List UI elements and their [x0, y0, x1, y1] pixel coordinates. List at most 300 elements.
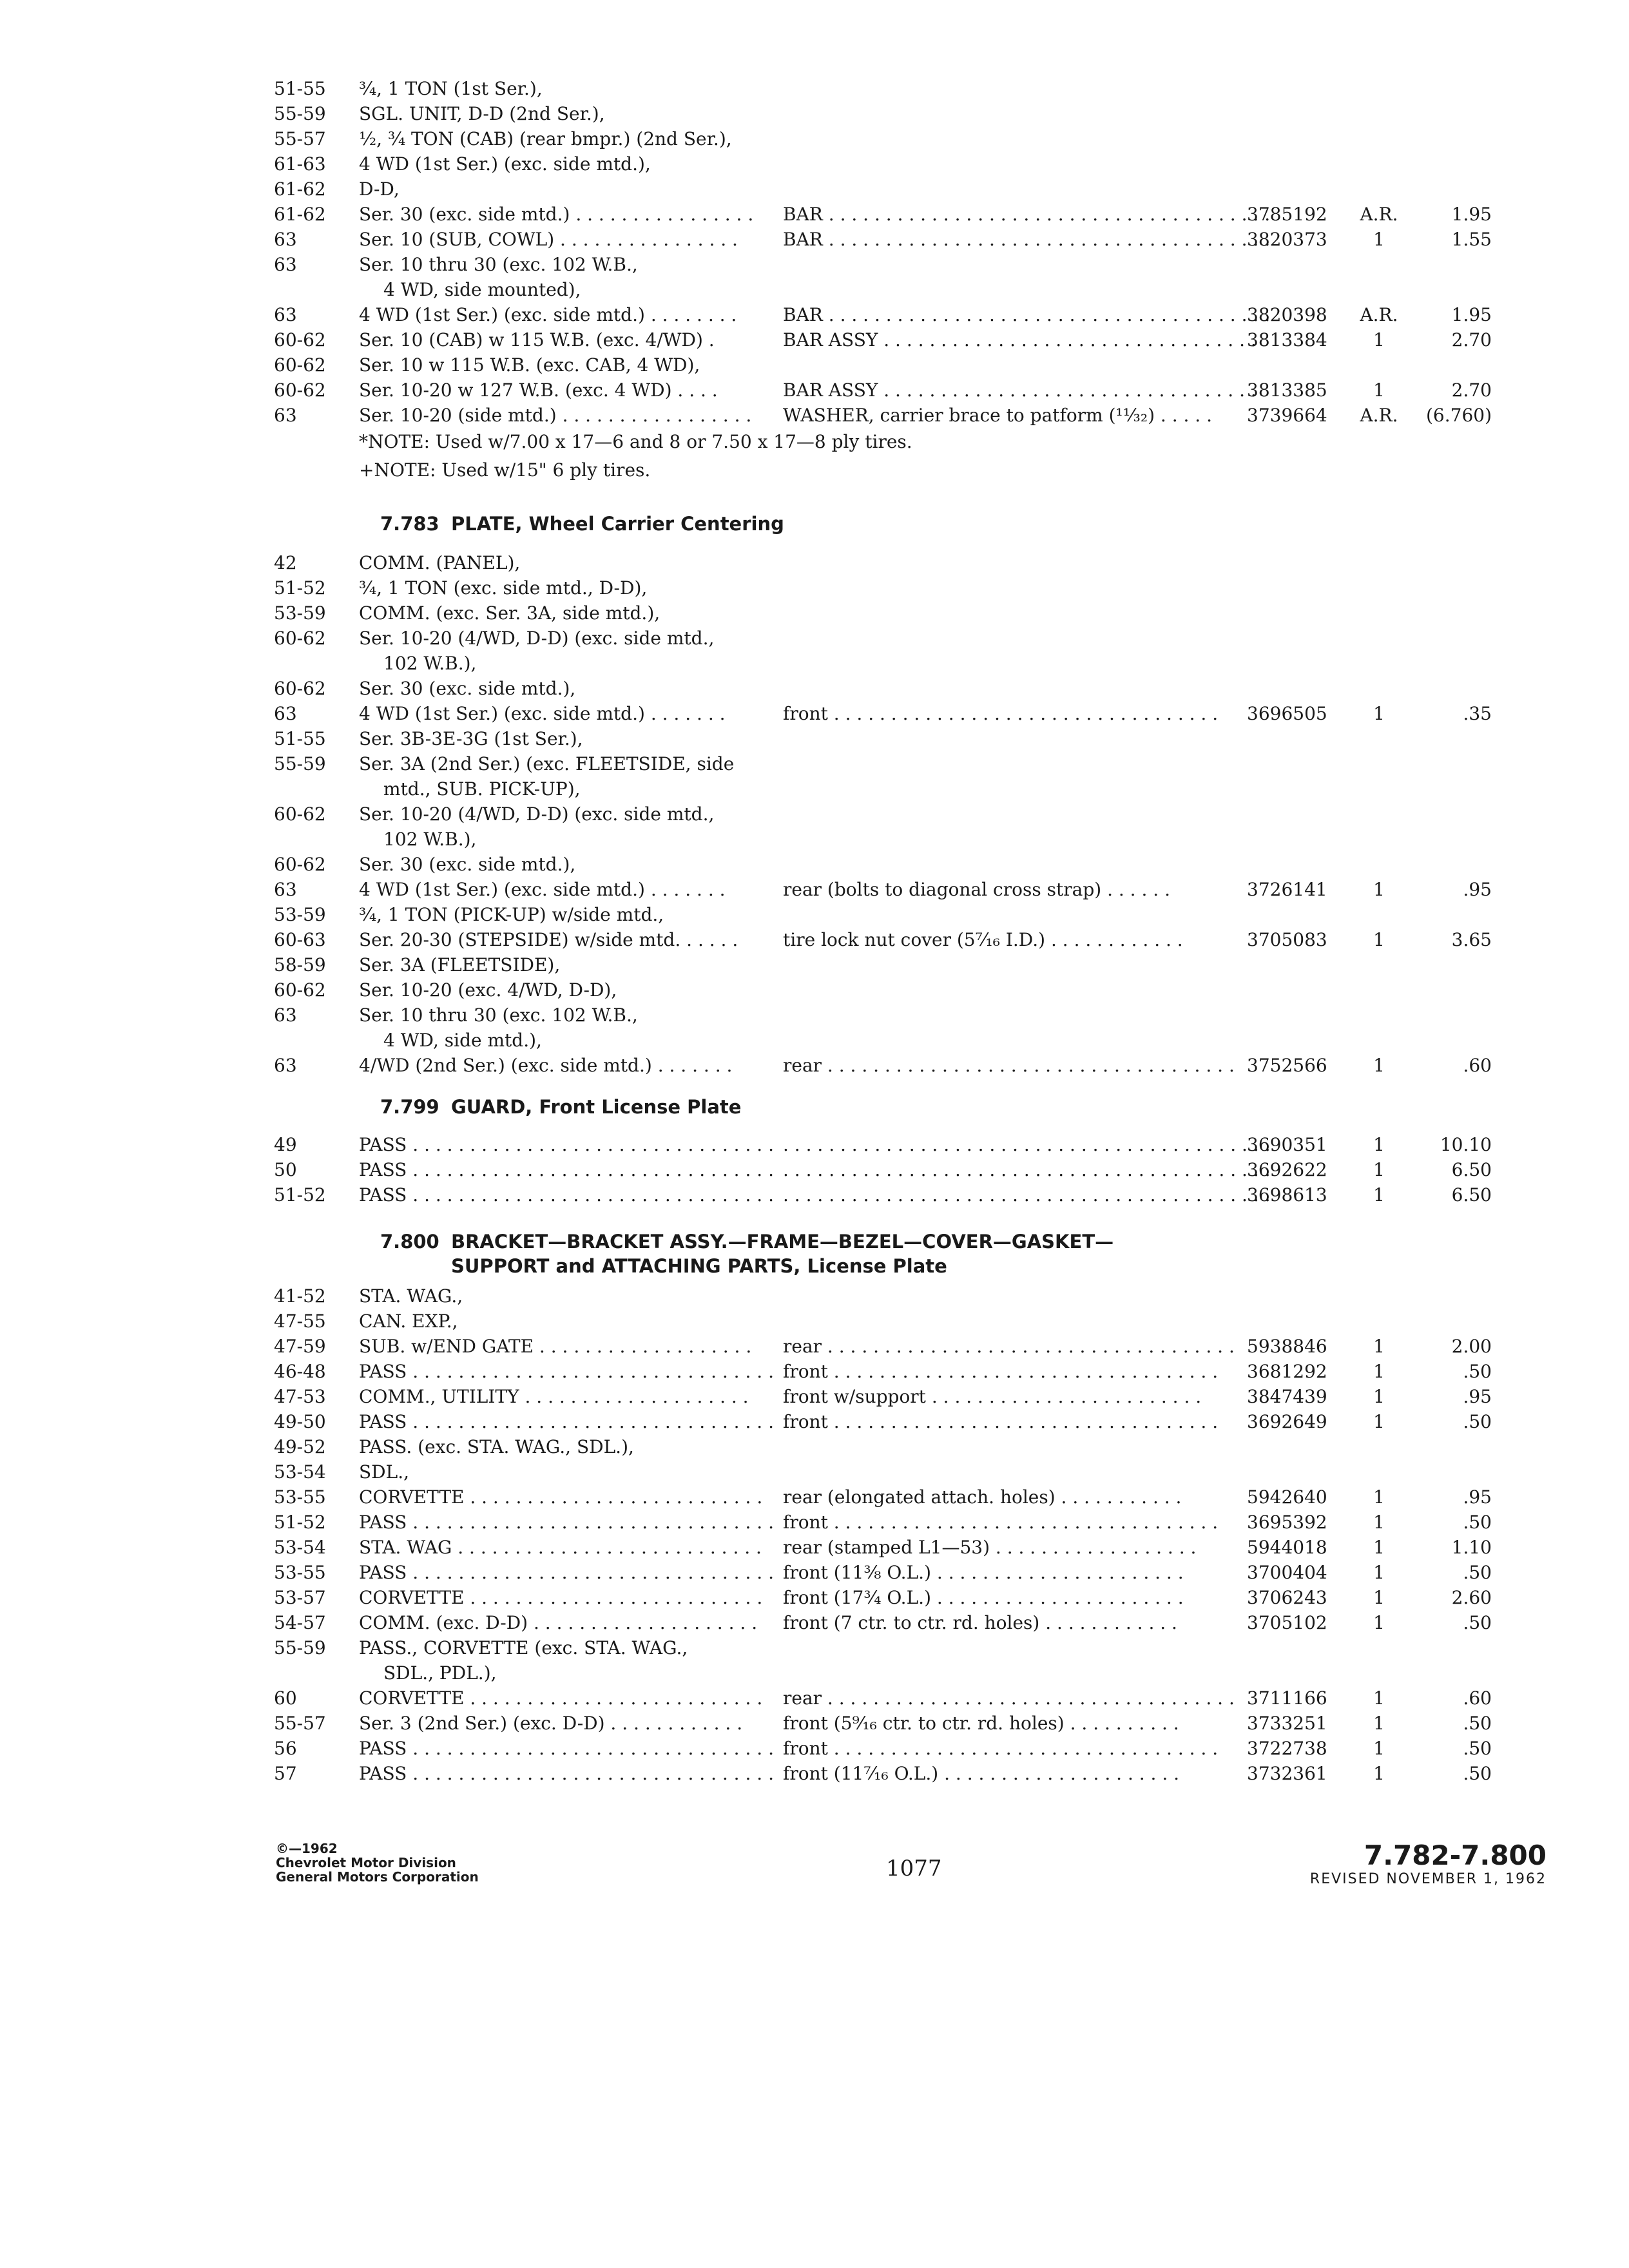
- model-years: 53-55: [274, 1562, 326, 1583]
- description: PASS . . . . . . . . . . . . . . . . . . . . . . . . . . . . . . . .: [359, 1361, 774, 1382]
- table-row: [274, 1585, 1492, 1610]
- description: 102 W.B.),: [383, 829, 477, 850]
- section-number: 7.783: [380, 513, 439, 535]
- part-spec: front (11³⁄₈ O.L.) . . . . . . . . . . . . . . . . . . . . . .: [783, 1562, 1184, 1583]
- description: PASS . . . . . . . . . . . . . . . . . . . . . . . . . . . . . . . .: [359, 1763, 774, 1784]
- model-years: 53-55: [274, 1486, 326, 1508]
- description: 4 WD (1st Ser.) (exc. side mtd.) . . . . . . . .: [359, 304, 737, 325]
- description: COMM. (exc. D-D) . . . . . . . . . . . . . . . . . . . .: [359, 1612, 758, 1633]
- description: PASS . . . . . . . . . . . . . . . . . . . . . . . . . . . . . . . .: [359, 1184, 774, 1206]
- model-years: 60: [274, 1687, 297, 1709]
- section-title: PLATE, Wheel Carrier Centering: [451, 513, 784, 535]
- model-years: 46-48: [274, 1361, 326, 1382]
- description: PASS . . . . . . . . . . . . . . . . . . . . . . . . . . . . . . . .: [359, 1562, 774, 1583]
- table-row: [274, 1510, 1492, 1535]
- description: Ser. 3A (FLEETSIDE),: [359, 954, 561, 975]
- model-years: 51-52: [274, 577, 326, 599]
- part-spec: front . . . . . . . . . . . . . . . . . . . . . . . . . . . . . . . . . .: [783, 1738, 1219, 1759]
- description: Ser. 3 (2nd Ser.) (exc. D-D) . . . . . . . . . . . .: [359, 1713, 743, 1734]
- quantity: 1: [1373, 1763, 1385, 1784]
- description: COMM. (exc. Ser. 3A, side mtd.),: [359, 602, 660, 624]
- table-row: [274, 1359, 1492, 1384]
- price: .50: [1463, 1512, 1492, 1533]
- part-spec: BAR ASSY . . . . . . . . . . . . . . . . . . . . . . . . . . . . . . . . .: [783, 329, 1257, 351]
- table-row: [274, 1384, 1492, 1409]
- table-row: [274, 726, 1485, 751]
- part-number: 3700404: [1247, 1562, 1327, 1583]
- table-row: [274, 601, 1485, 626]
- price: 1.10: [1451, 1537, 1492, 1558]
- model-years: 55-59: [274, 103, 326, 124]
- table-row: [274, 1560, 1492, 1585]
- description: Ser. 3B-3E-3G (1st Ser.),: [359, 728, 583, 749]
- table-row: [274, 177, 1485, 202]
- description: CORVETTE . . . . . . . . . . . . . . . . . . . . . . . . . .: [359, 1587, 763, 1608]
- description: Ser. 10-20 (4/WD, D-D) (exc. side mtd.,: [359, 628, 715, 649]
- model-years: 61-63: [274, 153, 326, 175]
- description: ³⁄₄, 1 TON (exc. side mtd., D-D),: [359, 577, 648, 599]
- description: Ser. 20-30 (STEPSIDE) w/side mtd. . . . . .: [359, 929, 738, 950]
- part-number: 3732361: [1247, 1763, 1327, 1784]
- model-years: 49: [274, 1134, 297, 1155]
- model-years: 54-57: [274, 1612, 326, 1633]
- quantity: 1: [1373, 380, 1385, 401]
- description: PASS . . . . . . . . . . . . . . . . . . . . . . . . . . . . . . . .: [359, 1512, 774, 1533]
- model-years: 60-62: [274, 803, 326, 825]
- part-spec: front (5⁹⁄₁₆ ctr. to ctr. rd. holes) . . . . . . . . . .: [783, 1713, 1179, 1734]
- price: 2.70: [1451, 380, 1492, 401]
- table-row: [274, 252, 1485, 277]
- price: 2.00: [1451, 1336, 1492, 1357]
- price: 6.50: [1451, 1184, 1492, 1206]
- quantity: 1: [1373, 879, 1385, 900]
- price: .50: [1463, 1562, 1492, 1583]
- description: COMM. (PANEL),: [359, 552, 521, 573]
- description: Ser. 10-20 (side mtd.) . . . . . . . . . . . . . . . . .: [359, 405, 752, 426]
- description: D-D,: [359, 178, 400, 200]
- table-row: [274, 1635, 1485, 1660]
- table-row: [274, 852, 1485, 877]
- table-row: [274, 701, 1492, 726]
- quantity: 1: [1373, 1687, 1385, 1709]
- section-range: 7.782-7.800: [1364, 1840, 1547, 1871]
- table-row: [274, 1485, 1492, 1510]
- table-row: [274, 1610, 1492, 1635]
- table-row: [274, 1736, 1492, 1761]
- model-years: 63: [274, 1004, 297, 1026]
- description: STA. WAG.,: [359, 1285, 463, 1307]
- part-spec: rear (elongated attach. holes) . . . . . . . . . . .: [783, 1486, 1182, 1508]
- model-years: 51-52: [274, 1184, 326, 1206]
- price: .95: [1463, 1386, 1492, 1407]
- description: SDL.,: [359, 1461, 410, 1483]
- model-years: 47-53: [274, 1386, 326, 1407]
- part-number: 3690351: [1247, 1134, 1327, 1155]
- part-spec: rear . . . . . . . . . . . . . . . . . . . . . . . . . . . . . . . . . . . .: [783, 1687, 1235, 1709]
- table-row: [274, 378, 1492, 403]
- price: .50: [1463, 1612, 1492, 1633]
- price: .50: [1463, 1738, 1492, 1759]
- model-years: 60-62: [274, 380, 326, 401]
- model-years: 58-59: [274, 954, 326, 975]
- table-row: [274, 1761, 1492, 1786]
- model-years: 53-54: [274, 1537, 326, 1558]
- model-years: 50: [274, 1159, 297, 1180]
- section-number: 7.800: [380, 1231, 439, 1253]
- description: 4 WD (1st Ser.) (exc. side mtd.) . . . . . . .: [359, 879, 726, 900]
- table-row: [274, 952, 1485, 977]
- model-years: 60-62: [274, 329, 326, 351]
- table-row: [274, 1309, 1485, 1334]
- model-years: 41-52: [274, 1285, 326, 1307]
- table-row: [274, 651, 1485, 676]
- quantity: 1: [1373, 1361, 1385, 1382]
- description: Ser. 10 thru 30 (exc. 102 W.B.,: [359, 1004, 638, 1026]
- description: SDL., PDL.),: [383, 1662, 497, 1684]
- quantity: 1: [1373, 1562, 1385, 1583]
- quantity: 1: [1373, 1587, 1385, 1608]
- description: Ser. 10-20 (4/WD, D-D) (exc. side mtd.,: [359, 803, 715, 825]
- table-row: [274, 151, 1485, 177]
- description: PASS . . . . . . . . . . . . . . . . . . . . . . . . . . . . . . . .: [359, 1738, 774, 1759]
- model-years: 60-62: [274, 854, 326, 875]
- price: .60: [1463, 1687, 1492, 1709]
- price: .60: [1463, 1055, 1492, 1076]
- price: .95: [1463, 879, 1492, 900]
- table-row: [274, 751, 1485, 776]
- copyright: ©—1962: [276, 1841, 338, 1856]
- price: .35: [1463, 703, 1492, 724]
- model-years: 42: [274, 552, 297, 573]
- section-title-continued: SUPPORT and ATTACHING PARTS, License Plate: [451, 1255, 947, 1277]
- model-years: 63: [274, 304, 297, 325]
- price: 2.70: [1451, 329, 1492, 351]
- quantity: 1: [1373, 1713, 1385, 1734]
- part-spec: front . . . . . . . . . . . . . . . . . . . . . . . . . . . . . . . . . .: [783, 703, 1219, 724]
- model-years: 55-57: [274, 128, 326, 149]
- quantity: 1: [1373, 1336, 1385, 1357]
- table-row: [274, 1053, 1492, 1078]
- description: Ser. 30 (exc. side mtd.),: [359, 678, 576, 699]
- part-spec: front (11⁷⁄₁₆ O.L.) . . . . . . . . . . . . . . . . . . . . .: [783, 1763, 1180, 1784]
- table-row: [274, 977, 1485, 1003]
- section-title: GUARD, Front License Plate: [451, 1096, 742, 1118]
- table-row: [274, 1409, 1492, 1434]
- part-spec: front . . . . . . . . . . . . . . . . . . . . . . . . . . . . . . . . . .: [783, 1361, 1219, 1382]
- description: Ser. 30 (exc. side mtd.) . . . . . . . . . . . . . . . .: [359, 204, 754, 225]
- part-number: 3785192: [1247, 204, 1327, 225]
- part-number: 3726141: [1247, 879, 1327, 900]
- quantity: 1: [1373, 1386, 1385, 1407]
- section-title: BRACKET—BRACKET ASSY.—FRAME—BEZEL—COVER—GASKET—: [451, 1231, 1114, 1253]
- quantity: 1: [1373, 929, 1385, 950]
- description: COMM., UTILITY . . . . . . . . . . . . . . . . . . . .: [359, 1386, 749, 1407]
- part-number: 3752566: [1247, 1055, 1327, 1076]
- quantity: A.R.: [1360, 405, 1398, 426]
- table-row: [274, 327, 1492, 352]
- part-spec: front . . . . . . . . . . . . . . . . . . . . . . . . . . . . . . . . . .: [783, 1411, 1219, 1432]
- part-spec: WASHER, carrier brace to patform (¹¹⁄₃₂) . . . . .: [783, 405, 1212, 426]
- table-row: [274, 877, 1492, 902]
- section-footer: [1310, 1840, 1547, 1887]
- model-years: 61-62: [274, 178, 326, 200]
- part-spec: BAR ASSY . . . . . . . . . . . . . . . . . . . . . . . . . . . . . . . . .: [783, 380, 1257, 401]
- table-row: [274, 1028, 1485, 1053]
- part-spec: . . . . . . . . . . . . . . . . . . . . . . . . . . . . . . . . . . . . . . . . . . .: [783, 1134, 1271, 1155]
- part-number: 3722738: [1247, 1738, 1327, 1759]
- description: Ser. 10-20 w 127 W.B. (exc. 4 WD) . . . .: [359, 380, 718, 401]
- price: 6.50: [1451, 1159, 1492, 1180]
- price: 2.60: [1451, 1587, 1492, 1608]
- part-number: 3847439: [1247, 1386, 1327, 1407]
- model-years: 63: [274, 703, 297, 724]
- model-years: 53-59: [274, 904, 326, 925]
- description: ³⁄₄, 1 TON (1st Ser.),: [359, 78, 543, 99]
- table-row: [274, 1132, 1492, 1157]
- part-number: 5938846: [1247, 1336, 1327, 1357]
- part-spec: rear (stamped L1—53) . . . . . . . . . . . . . . . . . .: [783, 1537, 1197, 1558]
- quantity: 1: [1373, 1486, 1385, 1508]
- table-row: [274, 101, 1485, 126]
- quantity: 1: [1373, 229, 1385, 250]
- description: 4 WD, side mtd.),: [383, 1030, 542, 1051]
- table-row: [274, 277, 1485, 302]
- table-row: [274, 352, 1485, 378]
- part-number: 3692622: [1247, 1159, 1327, 1180]
- model-years: 63: [274, 1055, 297, 1076]
- description: Ser. 10 (CAB) w 115 W.B. (exc. 4/WD) .: [359, 329, 715, 351]
- parts-table-7-800: [274, 1283, 1492, 1786]
- price: 1.55: [1451, 229, 1492, 250]
- part-spec: BAR . . . . . . . . . . . . . . . . . . . . . . . . . . . . . . . . . . . . . . .: [783, 304, 1271, 325]
- quantity: 1: [1373, 1537, 1385, 1558]
- part-spec: BAR . . . . . . . . . . . . . . . . . . . . . . . . . . . . . . . . . . . . . . .: [783, 229, 1271, 250]
- parts-table-7-782: [274, 76, 1492, 428]
- description: SUB. w/END GATE . . . . . . . . . . . . . . . . . . .: [359, 1336, 752, 1357]
- parts-table-7-783: [274, 550, 1492, 1078]
- model-years: 61-62: [274, 204, 326, 225]
- table-row: [274, 1686, 1492, 1711]
- price: .95: [1463, 1486, 1492, 1508]
- part-spec: rear (bolts to diagonal cross strap) . . . . . .: [783, 879, 1170, 900]
- part-spec: rear . . . . . . . . . . . . . . . . . . . . . . . . . . . . . . . . . . . .: [783, 1336, 1235, 1357]
- table-row: [274, 1459, 1485, 1485]
- description: Ser. 10-20 (exc. 4/WD, D-D),: [359, 979, 617, 1001]
- part-number: 3739664: [1247, 405, 1327, 426]
- description: 102 W.B.),: [383, 653, 477, 674]
- model-years: 60-63: [274, 929, 326, 950]
- part-number: 3705083: [1247, 929, 1327, 950]
- note-ply-tires: *NOTE: Used w/7.00 x 17—6 and 8 or 7.50 x 17—8 ply tires.: [359, 431, 912, 452]
- quantity: 1: [1373, 1134, 1385, 1155]
- part-spec: tire lock nut cover (5⁷⁄₁₆ I.D.) . . . . . . . . . . . .: [783, 929, 1183, 950]
- model-years: 63: [274, 405, 297, 426]
- table-row: [274, 1535, 1492, 1560]
- quantity: A.R.: [1360, 304, 1398, 325]
- quantity: 1: [1373, 1512, 1385, 1533]
- description: Ser. 3A (2nd Ser.) (exc. FLEETSIDE, side: [359, 753, 735, 774]
- part-spec: rear . . . . . . . . . . . . . . . . . . . . . . . . . . . . . . . . . . . .: [783, 1055, 1235, 1076]
- part-spec: front (7 ctr. to ctr. rd. holes) . . . . . . . . . . . .: [783, 1612, 1177, 1633]
- description: Ser. 10 w 115 W.B. (exc. CAB, 4 WD),: [359, 354, 700, 376]
- model-years: 55-57: [274, 1713, 326, 1734]
- model-years: 60-62: [274, 628, 326, 649]
- part-number: 3705102: [1247, 1612, 1327, 1633]
- description: PASS., CORVETTE (exc. STA. WAG.,: [359, 1637, 688, 1658]
- table-row: [274, 1711, 1492, 1736]
- model-years: 63: [274, 229, 297, 250]
- section-heading-7-799: [274, 1095, 1485, 1119]
- description: Ser. 30 (exc. side mtd.),: [359, 854, 576, 875]
- description: PASS. (exc. STA. WAG., SDL.),: [359, 1436, 634, 1457]
- model-years: 55-59: [274, 753, 326, 774]
- table-row: [274, 126, 1485, 151]
- description: PASS . . . . . . . . . . . . . . . . . . . . . . . . . . . . . . . .: [359, 1134, 774, 1155]
- part-spec: BAR . . . . . . . . . . . . . . . . . . . . . . . . . . . . . . . . . . . . . . .: [783, 204, 1271, 225]
- model-years: 51-52: [274, 1512, 326, 1533]
- model-years: 56: [274, 1738, 297, 1759]
- table-row: [274, 1660, 1485, 1686]
- price: 10.10: [1440, 1134, 1492, 1155]
- description: mtd., SUB. PICK-UP),: [383, 778, 581, 800]
- quantity: 1: [1373, 703, 1385, 724]
- revision-date: REVISED NOVEMBER 1, 1962: [1309, 1871, 1547, 1887]
- price: 1.95: [1451, 204, 1492, 225]
- table-row: [274, 202, 1492, 227]
- note-row: [274, 428, 1485, 456]
- table-row: [274, 1434, 1485, 1459]
- part-number: 5944018: [1247, 1537, 1327, 1558]
- description: CAN. EXP.,: [359, 1311, 458, 1332]
- part-spec: front (17³⁄₄ O.L.) . . . . . . . . . . . . . . . . . . . . . .: [783, 1587, 1184, 1608]
- part-number: 3692649: [1247, 1411, 1327, 1432]
- model-years: 51-55: [274, 728, 326, 749]
- description: 4 WD (1st Ser.) (exc. side mtd.) . . . . . . .: [359, 703, 726, 724]
- part-number: 3698613: [1247, 1184, 1327, 1206]
- table-row: [274, 776, 1485, 802]
- table-row: [274, 676, 1485, 701]
- section-number: 7.799: [380, 1096, 439, 1118]
- model-years: 49-50: [274, 1411, 326, 1432]
- part-number: 3820373: [1247, 229, 1327, 250]
- model-years: 60-62: [274, 354, 326, 376]
- description: 4 WD, side mounted),: [383, 279, 581, 300]
- description: STA. WAG . . . . . . . . . . . . . . . . . . . . . . . . . . .: [359, 1537, 762, 1558]
- description: PASS . . . . . . . . . . . . . . . . . . . . . . . . . . . . . . . .: [359, 1411, 774, 1432]
- description: 4/WD (2nd Ser.) (exc. side mtd.) . . . . . . .: [359, 1055, 733, 1076]
- description: CORVETTE . . . . . . . . . . . . . . . . . . . . . . . . . .: [359, 1486, 763, 1508]
- description: ³⁄₄, 1 TON (PICK-UP) w/side mtd.,: [359, 904, 664, 925]
- part-number: 3813384: [1247, 329, 1327, 351]
- part-spec: . . . . . . . . . . . . . . . . . . . . . . . . . . . . . . . . . . . . . . . . . . .: [783, 1184, 1271, 1206]
- table-row: [274, 1334, 1492, 1359]
- model-years: 47-59: [274, 1336, 326, 1357]
- table-row: [274, 827, 1485, 852]
- section-heading-7-783: [274, 512, 1485, 536]
- page-number: 1077: [886, 1856, 942, 1881]
- description: PASS . . . . . . . . . . . . . . . . . . . . . . . . . . . . . . . .: [359, 1159, 774, 1180]
- model-years: 60-62: [274, 678, 326, 699]
- model-years: 53-59: [274, 602, 326, 624]
- part-number: 3681292: [1247, 1361, 1327, 1382]
- part-number: 3813385: [1247, 380, 1327, 401]
- table-row: [274, 802, 1485, 827]
- parts-listing: [274, 76, 1492, 1786]
- model-years: 51-55: [274, 78, 326, 99]
- section-heading-7-800: [274, 1229, 1485, 1278]
- table-row: [274, 550, 1485, 575]
- price: .50: [1463, 1763, 1492, 1784]
- price: .50: [1463, 1411, 1492, 1432]
- quantity: 1: [1373, 329, 1385, 351]
- price: 1.95: [1451, 304, 1492, 325]
- part-number: 3696505: [1247, 703, 1327, 724]
- table-row: [274, 1157, 1492, 1182]
- quantity: 1: [1373, 1738, 1385, 1759]
- table-row: [274, 927, 1492, 952]
- model-years: 47-55: [274, 1311, 326, 1332]
- table-row: [274, 1003, 1485, 1028]
- table-row: [274, 902, 1485, 927]
- price: (6.760): [1425, 405, 1492, 426]
- publisher-block: [276, 1841, 479, 1884]
- table-row: [274, 626, 1485, 651]
- part-number: 3733251: [1247, 1713, 1327, 1734]
- part-spec: . . . . . . . . . . . . . . . . . . . . . . . . . . . . . . . . . . . . . . . . . . .: [783, 1159, 1271, 1180]
- parts-table-7-799: [274, 1132, 1492, 1207]
- quantity: 1: [1373, 1159, 1385, 1180]
- part-number: 3711166: [1247, 1687, 1327, 1709]
- model-years: 63: [274, 254, 297, 275]
- quantity: 1: [1373, 1612, 1385, 1633]
- table-row: [274, 403, 1492, 428]
- division-name: Chevrolet Motor Division: [276, 1855, 456, 1870]
- model-years: 63: [274, 879, 297, 900]
- table-row: [274, 1182, 1492, 1207]
- price: 3.65: [1451, 929, 1492, 950]
- model-years: 49-52: [274, 1436, 326, 1457]
- description: SGL. UNIT, D-D (2nd Ser.),: [359, 103, 605, 124]
- table-row: [274, 1283, 1485, 1309]
- description: CORVETTE . . . . . . . . . . . . . . . . . . . . . . . . . .: [359, 1687, 763, 1709]
- table-row: [274, 575, 1485, 601]
- model-years: 57: [274, 1763, 297, 1784]
- table-row: [274, 302, 1492, 327]
- part-number: 3820398: [1247, 304, 1327, 325]
- model-years: 53-54: [274, 1461, 326, 1483]
- model-years: 55-59: [274, 1637, 326, 1658]
- part-number: 5942640: [1247, 1486, 1327, 1508]
- part-number: 3695392: [1247, 1512, 1327, 1533]
- model-years: 60-62: [274, 979, 326, 1001]
- part-spec: front w/support . . . . . . . . . . . . . . . . . . . . . . . .: [783, 1386, 1202, 1407]
- note-15-inch-tires: +NOTE: Used w/15" 6 ply tires.: [359, 459, 651, 481]
- description: ½, ¾ TON (CAB) (rear bmpr.) (2nd Ser.),: [359, 128, 732, 149]
- quantity: 1: [1373, 1184, 1385, 1206]
- table-row: [274, 76, 1485, 101]
- price: .50: [1463, 1361, 1492, 1382]
- quantity: 1: [1373, 1411, 1385, 1432]
- model-years: 53-57: [274, 1587, 326, 1608]
- corporation-name: General Motors Corporation: [276, 1869, 479, 1885]
- part-spec: front . . . . . . . . . . . . . . . . . . . . . . . . . . . . . . . . . .: [783, 1512, 1219, 1533]
- table-row: [274, 227, 1492, 252]
- price: .50: [1463, 1713, 1492, 1734]
- description: Ser. 10 thru 30 (exc. 102 W.B.,: [359, 254, 638, 275]
- description: 4 WD (1st Ser.) (exc. side mtd.),: [359, 153, 651, 175]
- description: Ser. 10 (SUB, COWL) . . . . . . . . . . . . . . . .: [359, 229, 738, 250]
- quantity: 1: [1373, 1055, 1385, 1076]
